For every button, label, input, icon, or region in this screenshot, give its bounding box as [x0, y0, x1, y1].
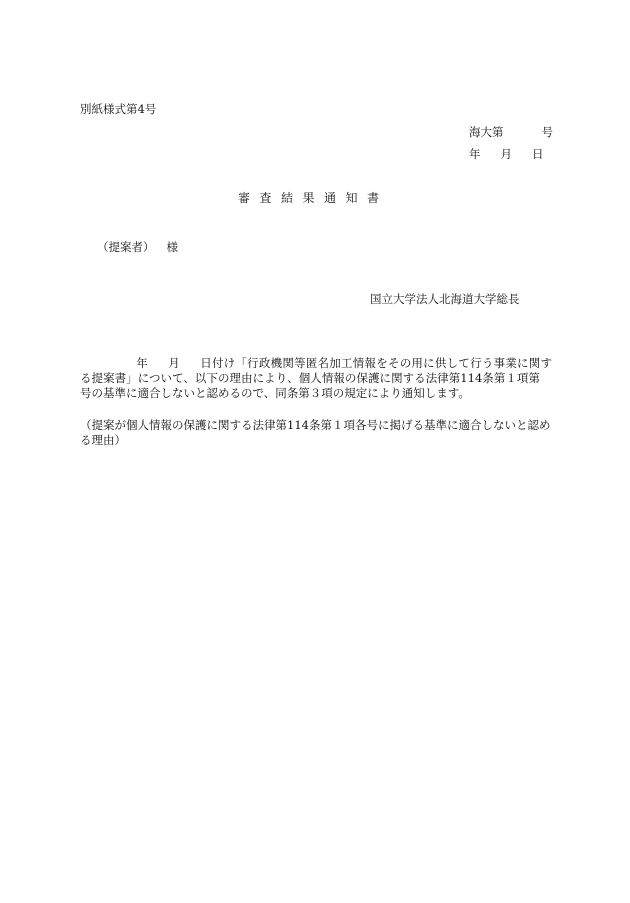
body-text-rest: 号の基準に適合しないと認めるので、同条第３項の規定により通知します。	[80, 386, 470, 400]
issue-date	[469, 146, 559, 168]
reference-number	[469, 124, 559, 146]
form-label: 別紙様式第4号	[80, 102, 157, 116]
reference-suffix: 号	[541, 125, 553, 139]
date-month: 月	[500, 147, 512, 161]
date-year: 年	[469, 147, 481, 161]
notice-body	[80, 356, 552, 401]
sender: 国立大学法人北海道大学総長	[370, 292, 520, 306]
addressee	[97, 239, 178, 255]
reason-heading: （提案が個人情報の保護に関する法律第114条第１項各号に掲げる基準に適合しないと認める理由）	[80, 418, 551, 447]
document-title: 審査結果通知書	[238, 191, 389, 205]
addressee-honorific: 様	[166, 240, 178, 254]
reference-block	[469, 124, 559, 168]
body-text-main: 日付け「行政機関等匿名加工情報をその用に供して行う事業に関する提案書」について、以下の理由により、個人情報の保護に関する法律第114条第１項第	[80, 356, 553, 385]
reference-prefix: 海大第	[469, 125, 504, 139]
body-year: 年	[136, 356, 148, 370]
date-day: 日	[532, 147, 544, 161]
addressee-name: （提案者）	[97, 240, 155, 254]
body-month: 月	[167, 356, 180, 370]
